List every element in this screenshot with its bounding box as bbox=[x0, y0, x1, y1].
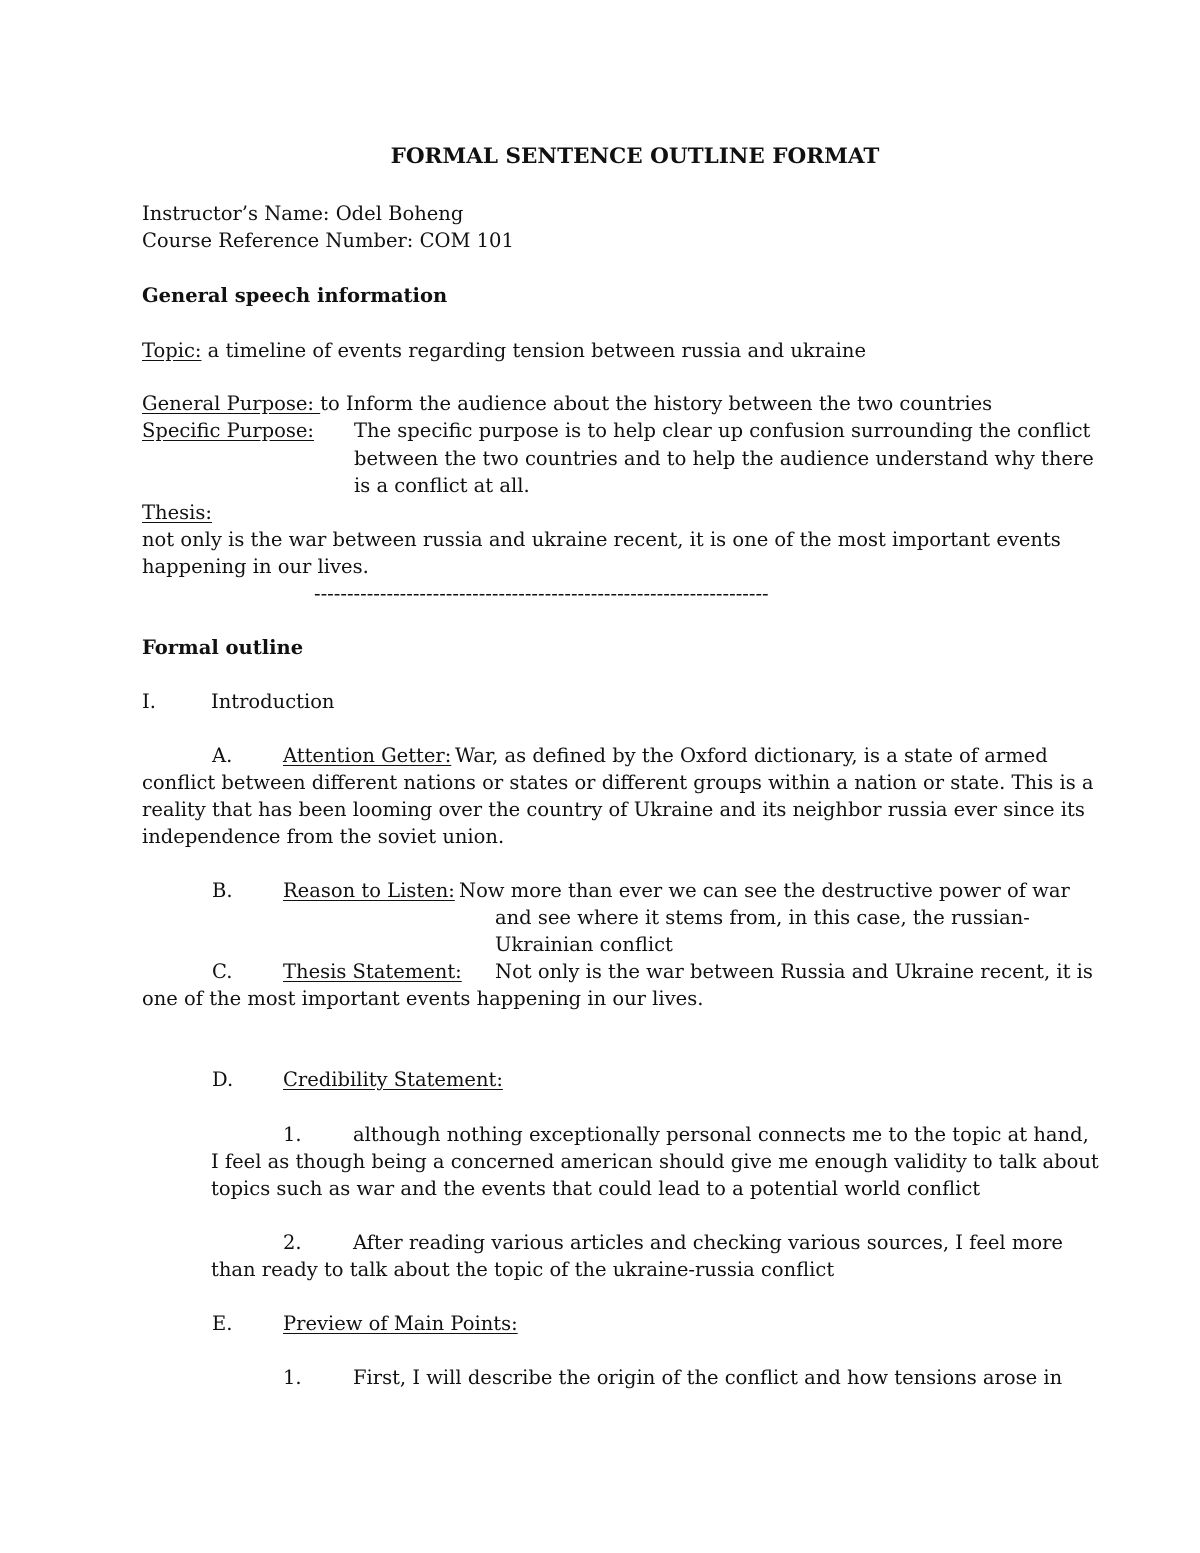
general-purpose-line bbox=[142, 390, 992, 417]
document-title: FORMAL SENTENCE OUTLINE FORMAT bbox=[390, 144, 880, 169]
item-e-sub-1-number: 1. bbox=[283, 1366, 302, 1389]
general-purpose-text: to Inform the audience about the history between the two countries bbox=[320, 392, 993, 415]
specific-purpose-line-1: The specific purpose is to help clear up confusion surrounding the conflict bbox=[354, 419, 1091, 442]
item-d-sub-1-line-2: I feel as though being a concerned american should give me enough validity to talk about bbox=[211, 1150, 1099, 1173]
item-a-letter: A. bbox=[212, 744, 233, 767]
item-b-letter: B. bbox=[212, 879, 233, 902]
item-b-line-3: Ukrainian conflict bbox=[495, 933, 673, 956]
thesis-label: Thesis: bbox=[142, 501, 212, 524]
item-d-sub-1-number: 1. bbox=[283, 1123, 302, 1146]
section-1-label: Introduction bbox=[211, 690, 335, 713]
item-d-sub-1-line-3: topics such as war and the events that could lead to a potential world conflict bbox=[211, 1177, 981, 1200]
item-d-label: Credibility Statement: bbox=[283, 1068, 503, 1091]
topic-text: a timeline of events regarding tension between russia and ukraine bbox=[201, 339, 866, 362]
item-d-sub-2-line-1: After reading various articles and checking various sources, I feel more bbox=[353, 1231, 1063, 1254]
item-a-line-4: independence from the soviet union. bbox=[142, 825, 505, 848]
item-d-letter: D. bbox=[212, 1068, 234, 1091]
course-reference: Course Reference Number: COM 101 bbox=[142, 229, 514, 252]
thesis-line-1: not only is the war between russia and ukraine recent, it is one of the most important events bbox=[142, 528, 1061, 551]
item-c-line-2: one of the most important events happening in our lives. bbox=[142, 987, 704, 1010]
item-d-sub-2-line-2: than ready to talk about the topic of the ukraine-russia conflict bbox=[211, 1258, 835, 1281]
topic-line bbox=[142, 337, 866, 364]
item-d-sub-1-line-1: although nothing exceptionally personal connects me to the topic at hand, bbox=[353, 1123, 1089, 1146]
item-e-sub-1-line-1: First, I will describe the origin of the conflict and how tensions arose in bbox=[353, 1366, 1063, 1389]
section-1-number: I. bbox=[142, 690, 156, 713]
general-purpose-label: General Purpose: bbox=[142, 392, 321, 415]
specific-purpose-line-3: is a conflict at all. bbox=[354, 474, 530, 497]
item-b-label: Reason to Listen: bbox=[283, 879, 455, 902]
item-b-line-1: Now more than ever we can see the destructive power of war bbox=[459, 879, 1070, 902]
instructor-name: Instructor’s Name: Odel Boheng bbox=[142, 202, 464, 225]
thesis-line-2: happening in our lives. bbox=[142, 555, 369, 578]
section-divider: --------------------------------------------------------------------- bbox=[314, 582, 769, 605]
item-c-letter: C. bbox=[212, 960, 233, 983]
item-a-line-1: War, as defined by the Oxford dictionary, is a state of armed bbox=[455, 744, 1048, 767]
item-e-letter: E. bbox=[212, 1312, 233, 1335]
item-a-label: Attention Getter: bbox=[283, 744, 452, 767]
general-info-heading: General speech information bbox=[142, 284, 448, 307]
formal-outline-heading: Formal outline bbox=[142, 636, 304, 659]
item-e-label: Preview of Main Points: bbox=[283, 1312, 518, 1335]
specific-purpose-label: Specific Purpose: bbox=[142, 419, 315, 442]
topic-label: Topic: bbox=[142, 339, 202, 362]
specific-purpose-line-2: between the two countries and to help the audience understand why there bbox=[354, 447, 1094, 470]
item-a-line-2: conflict between different nations or states or different groups within a nation or state. This is a bbox=[142, 771, 1094, 794]
item-d-sub-2-number: 2. bbox=[283, 1231, 302, 1254]
item-c-label: Thesis Statement: bbox=[283, 960, 462, 983]
item-c-line-1: Not only is the war between Russia and Ukraine recent, it is bbox=[495, 960, 1093, 983]
item-a-line-3: reality that has been looming over the country of Ukraine and its neighbor russia ever since its bbox=[142, 798, 1085, 821]
item-b-line-2: and see where it stems from, in this case, the russian- bbox=[495, 906, 1030, 929]
